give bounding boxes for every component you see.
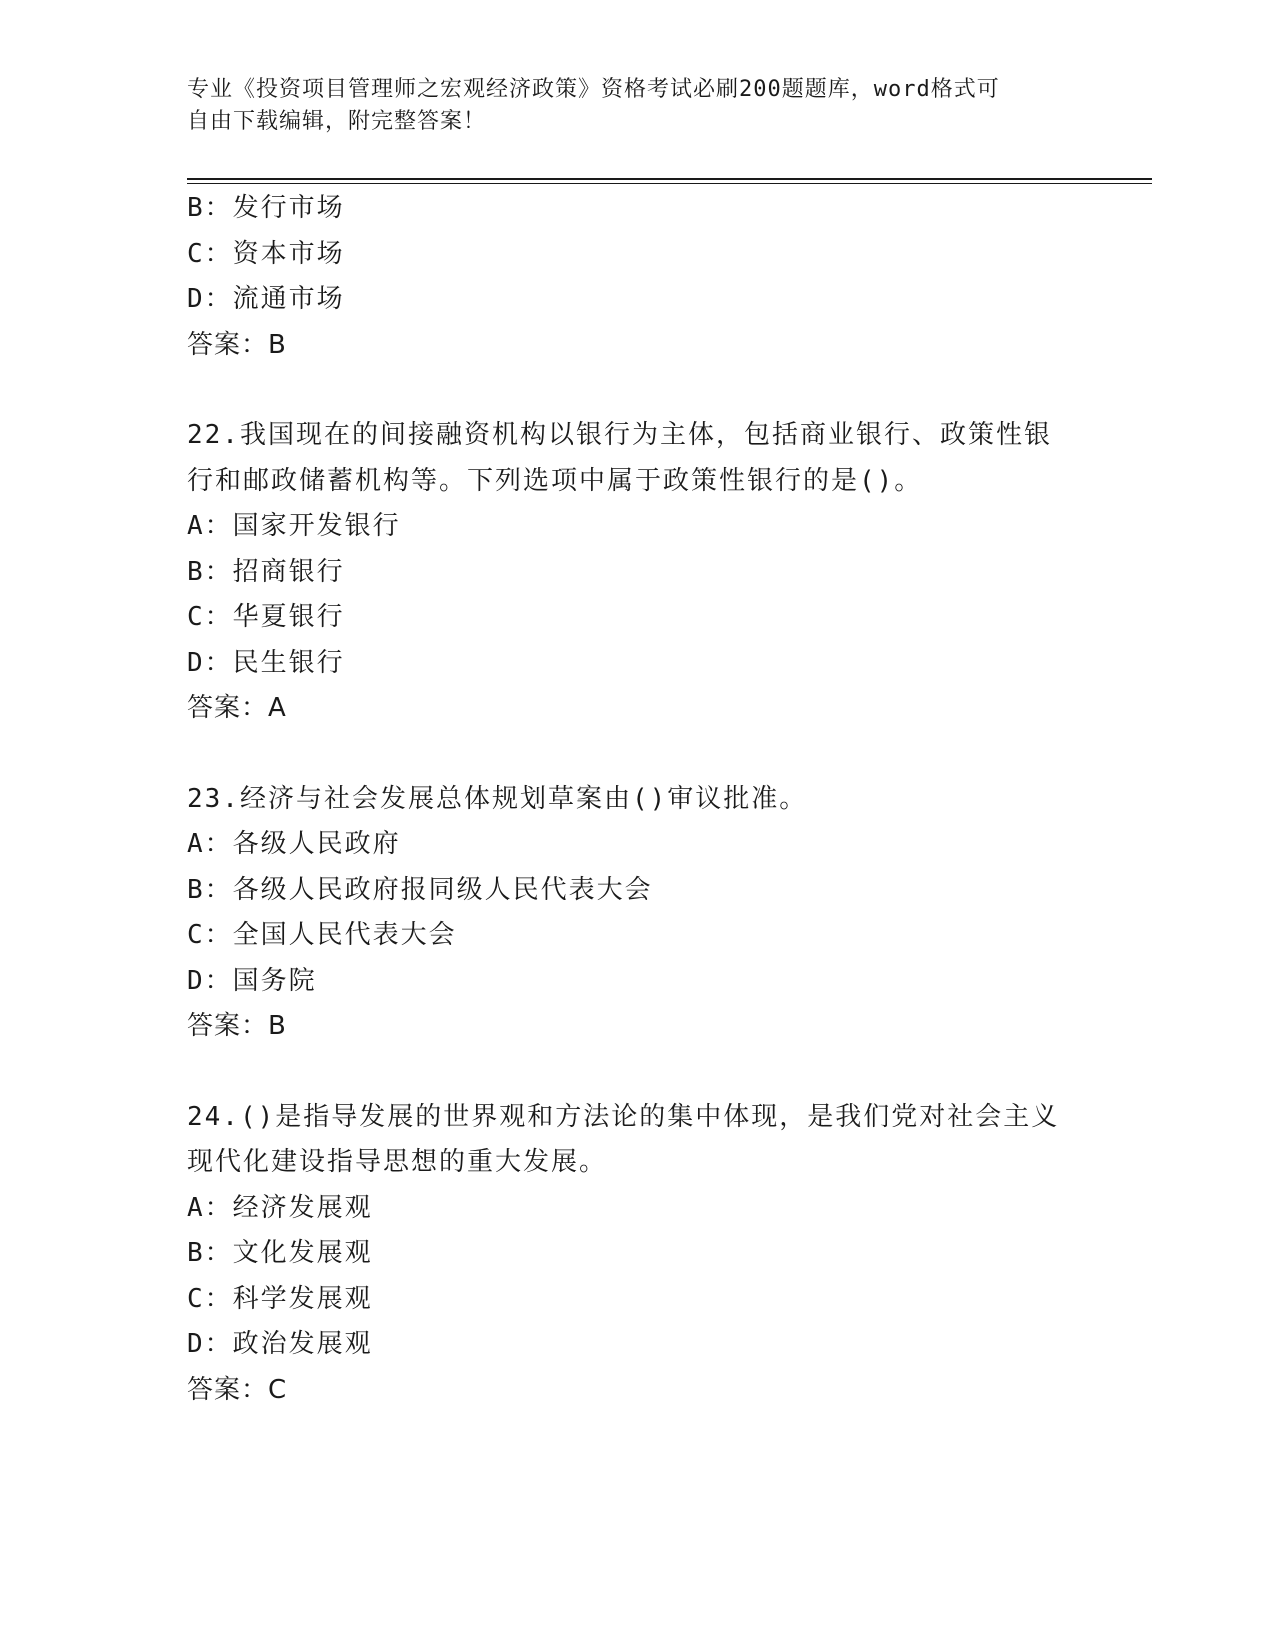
- spacer: [187, 732, 1087, 777]
- option-b: B：文化发展观: [187, 1238, 373, 1268]
- question-content: [187, 186, 1087, 1413]
- header-rule-thin: [187, 183, 1152, 184]
- spacer: [187, 1050, 1087, 1095]
- answer-line: 答案：C: [187, 1374, 288, 1405]
- option-a: A：国家开发银行: [187, 511, 401, 541]
- question-stem-line: 23.经济与社会发展总体规划草案由()审议批准。: [187, 783, 808, 814]
- question-stem-line: 行和邮政储蓄机构等。下列选项中属于政策性银行的是()。: [187, 465, 923, 496]
- answer-line: 答案：B: [187, 329, 287, 360]
- option-d: D：流通市场: [187, 284, 345, 314]
- option-b: B：招商银行: [187, 556, 345, 587]
- header-rule-thick: [187, 178, 1152, 180]
- option-d: D：国务院: [187, 965, 317, 996]
- spacer: [187, 368, 1087, 413]
- option-a: A：经济发展观: [187, 1192, 373, 1223]
- question-stem-line: 24.()是指导发展的世界观和方法论的集中体现，是我们党对社会主义: [187, 1101, 1060, 1132]
- question-23: [187, 777, 1087, 1050]
- question-stem-line: 22.我国现在的间接融资机构以银行为主体，包括商业银行、政策性银: [187, 420, 1052, 450]
- option-c: C：华夏银行: [187, 602, 345, 632]
- carryover-block: [187, 186, 1087, 368]
- option-c: C：科学发展观: [187, 1283, 373, 1314]
- option-a: A：各级人民政府: [187, 829, 401, 859]
- option-b: B：各级人民政府报同级人民代表大会: [187, 874, 653, 905]
- header-line-1: 专业《投资项目管理师之宏观经济政策》资格考试必刷200题题库，word格式可: [187, 77, 1000, 102]
- option-c: C：资本市场: [187, 238, 345, 269]
- document-header: [187, 74, 1087, 138]
- question-24: [187, 1095, 1087, 1414]
- option-d: D：政治发展观: [187, 1329, 373, 1359]
- question-22: [187, 413, 1087, 732]
- option-c: C：全国人民代表大会: [187, 920, 457, 950]
- answer-line: 答案：A: [187, 693, 287, 723]
- header-line-2: 自由下载编辑，附完整答案！: [187, 109, 487, 134]
- option-d: D：民生银行: [187, 647, 345, 678]
- question-stem-line: 现代化建设指导思想的重大发展。: [187, 1147, 608, 1177]
- answer-line: 答案：B: [187, 1011, 287, 1041]
- option-b: B：发行市场: [187, 193, 345, 223]
